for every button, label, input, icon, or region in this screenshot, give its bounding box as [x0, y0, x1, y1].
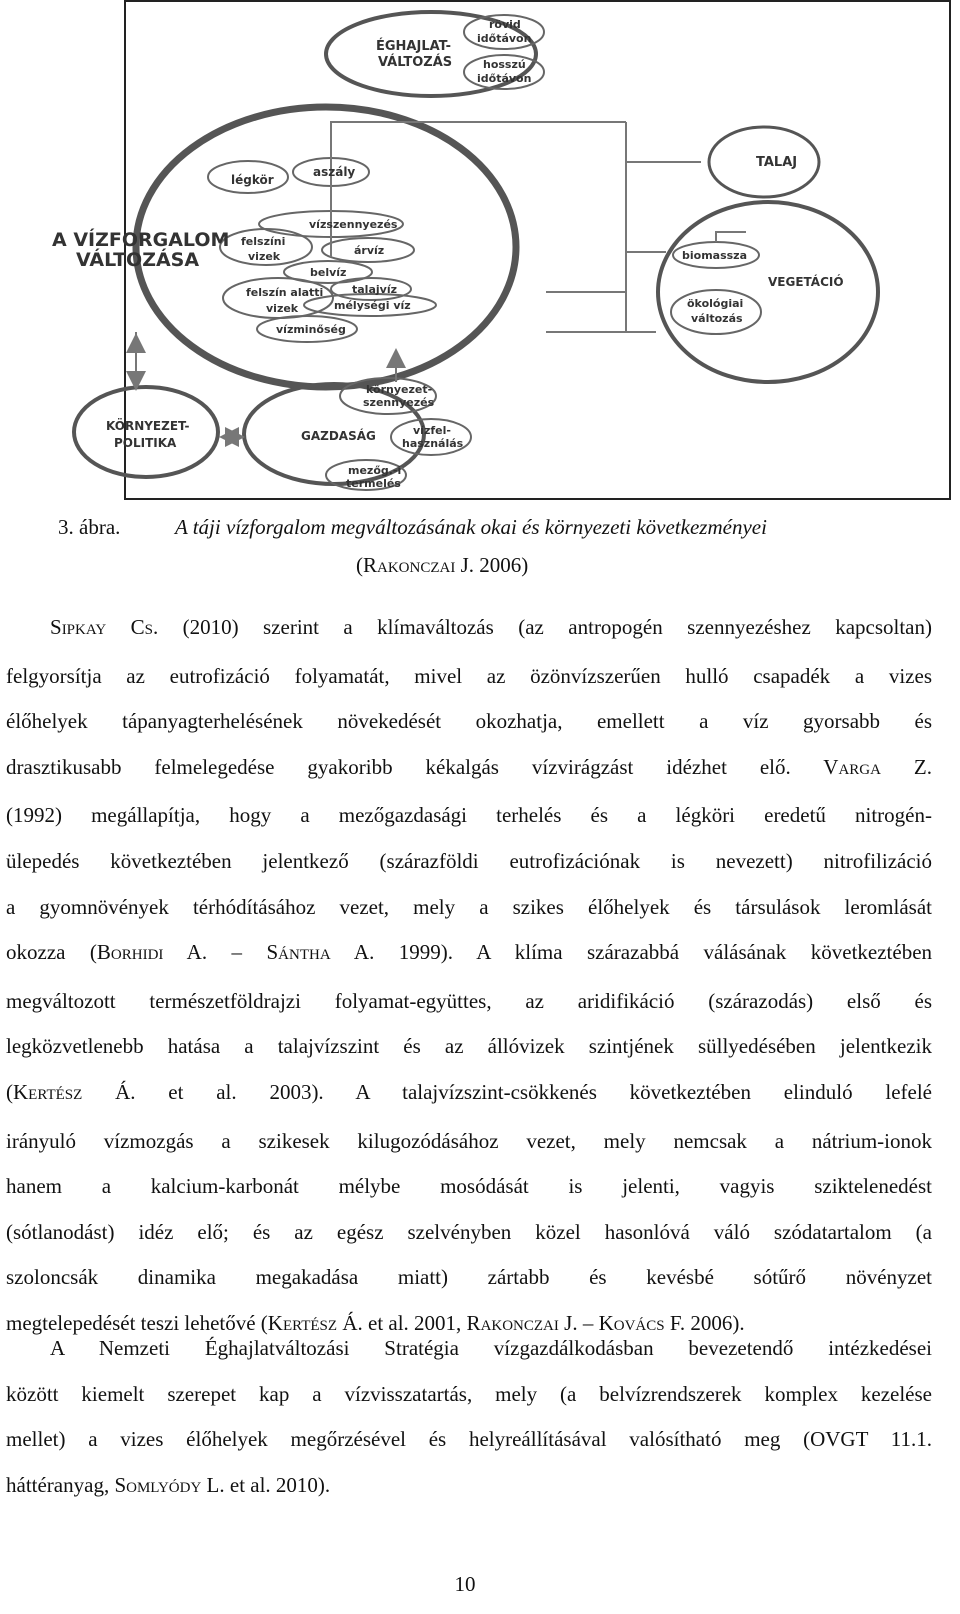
- figure-diagram: [52, 0, 951, 500]
- label-air: légkör: [231, 173, 274, 187]
- label-inland-water: belvíz: [310, 266, 347, 279]
- paragraph-2: [6, 1326, 932, 1511]
- label-surface-water: felszíni vizek: [241, 235, 286, 263]
- paragraph-line: (sótlanodást) idéz elő; és az egész szelvényben közel hasonlóvá váló szódatartalom (a: [6, 1219, 932, 1244]
- label-soil-water: talajvíz: [352, 283, 397, 296]
- paragraph-line: hanem a kalcium-karbonát mélybe mosódását is jelenti, vagyis sziktelenedést: [6, 1174, 932, 1199]
- label-water-pollution: vízszennyezés: [309, 218, 398, 231]
- paragraph-line: SIPKAY CS. (2010) szerint a klímaváltozás (az antropogén szennyezéshez kapcsoltan): [50, 615, 932, 639]
- label-climate: ÉGHAJLAT-VÁLTOZÁS: [376, 39, 453, 70]
- label-biomass: biomassza: [682, 249, 748, 262]
- label-vegetation: VEGETÁCIÓ: [768, 275, 844, 289]
- paragraph-line: ülepedés következtében jelentkező (szárazföldi eutrofizációnak is nevezett) nitrofilizáció: [6, 848, 932, 873]
- label-long-term: hosszú időtávon: [477, 58, 532, 85]
- page-number: 10: [454, 1572, 476, 1596]
- label-flood: árvíz: [354, 244, 385, 257]
- label-short-term: rövid időtávon: [477, 18, 532, 45]
- label-economy: GAZDASÁG: [301, 429, 376, 443]
- paragraph-line: (1992) megállapítja, hogy a mezőgazdasági terhelés és a légköri eredetű nitrogén-: [6, 803, 932, 828]
- paragraph-line: megváltozott természetföldrajzi folyamat-együttes, az aridifikáció (szárazodás) első és: [6, 988, 932, 1013]
- label-water-quality: vízminőség: [276, 323, 346, 336]
- caption-number: 3. ábra.: [58, 515, 121, 539]
- paragraph-line: a gyomnövények térhódításához vezet, mely a szikes élőhelyek és társulások leromlását: [6, 894, 932, 919]
- paragraph-line: irányuló vízmozgás a szikesek kilugozódásához vezet, mely nemcsak a nátrium-ionok: [6, 1128, 932, 1153]
- paragraph-line: A Nemzeti Éghajlatváltozási Stratégia vízgazdálkodásban bevezetendő intézkedései: [50, 1336, 932, 1360]
- vegetation-circle: [658, 202, 878, 382]
- label-eco-change: ökológiai változás: [687, 297, 744, 325]
- caption-title: A táji vízforgalom megváltozásának okai és környezeti következményei: [175, 515, 767, 539]
- paragraph-line: háttéranyag, SOMLYÓDY L. et al. 2010).: [6, 1472, 331, 1497]
- label-env-pollution: környezet-szennyezés: [363, 383, 435, 409]
- paragraph-line: felgyorsítja az eutrofizáció folyamatát, mivel az özönvízszerűen hulló csapadék a vizes: [6, 663, 932, 688]
- paragraph-line: drasztikusabb felmelegedése gyakoribb kékalgás vízvirágzást idézhet elő. VARGA Z.: [6, 754, 932, 779]
- caption-source: (RAKONCZAI J. 2006): [356, 553, 529, 577]
- label-env-policy: KÖRNYEZET-POLITIKA: [106, 419, 190, 450]
- label-main: A VÍZFORGALOM VÁLTOZÁSA: [52, 229, 230, 271]
- paragraph-1: [6, 605, 932, 1350]
- paragraph-line: szoloncsák dinamika megakadása miatt) zártabb és kevésbé sótűrő növényzet: [6, 1265, 932, 1290]
- paragraph-line: mellet) a vizes élőhelyek megőrzésével és helyreállításával valósítható meg (OVGT 11.1.: [6, 1427, 932, 1452]
- label-drought: aszály: [313, 165, 356, 179]
- paragraph-line: (KERTÉSZ Á. et al. 2003). A talajvízszint-csökkenés következtében elinduló lefelé: [6, 1079, 932, 1104]
- paragraph-line: élőhelyek tápanyagterhelésének növekedését okozhatja, emellett a víz gyorsabb és: [6, 709, 932, 734]
- label-groundwater: felszín alatti vizek: [246, 286, 324, 315]
- label-water-use: vízfel-használás: [402, 424, 464, 450]
- paragraph-line: megtelepedését teszi lehetővé (KERTÉSZ Á. et al. 2001, RAKONCZAI J. – KOVÁCS F. 2006).: [6, 1310, 745, 1335]
- paragraph-line: legközvetlenebb hatása a talajvízszint és az állóvizek szintjének süllyedésében jelentkezik: [6, 1034, 932, 1059]
- label-agri-production: mezőg.-i termelés: [346, 464, 402, 490]
- paragraph-line: okozza (BORHIDI A. – SÁNTHA A. 1999). A klíma szárazabbá válásának következtében: [6, 940, 933, 965]
- diagram-svg: [52, 2, 949, 498]
- label-deep-water: mélységi víz: [334, 299, 411, 312]
- paragraph-line: között kiemelt szerepet kap a vízvisszatartás, mely (a belvízrendszerek komplex kezelése: [6, 1381, 932, 1406]
- label-soil: TALAJ: [756, 155, 798, 170]
